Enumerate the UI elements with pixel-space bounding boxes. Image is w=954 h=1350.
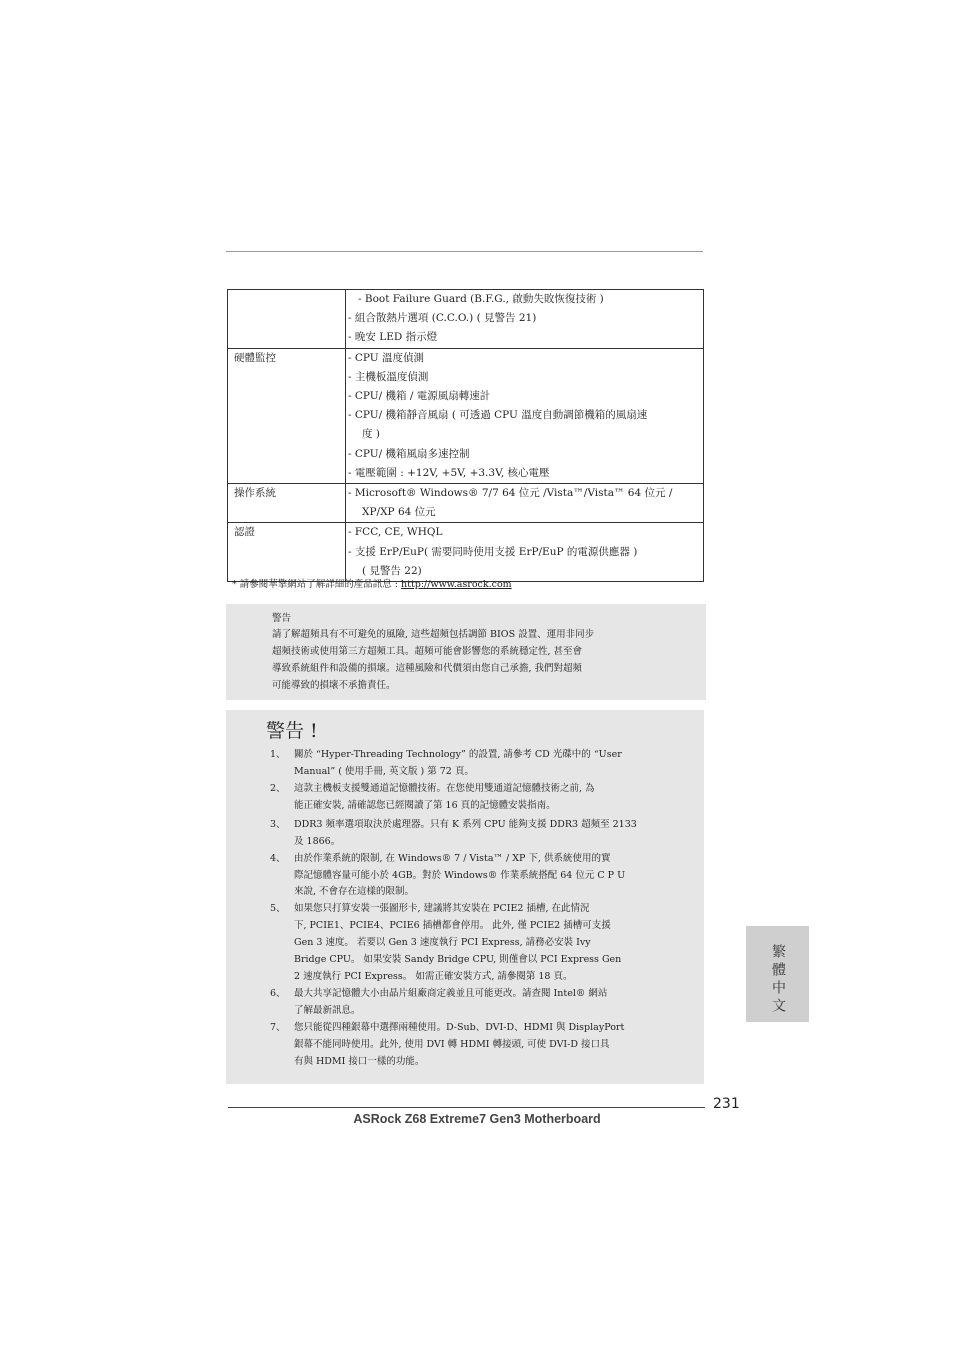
language-tab [746,926,809,1022]
table-line: - Microsoft® Windows® 7/7 64 位元 /Vista™/Vista™ 64 位元 / [348,487,673,500]
item-line: 2 速度執行 PCI Express。 如需正確安裝方式, 請參閱第 18 頁。 [294,971,573,982]
notice-line: 導致系統組件和設備的損壞。這種風險和代價須由您自己承擔, 我們對超頻 [272,663,583,674]
overclock-notice [226,604,706,700]
spec-table [227,289,704,582]
item-number: 7、 [270,1022,286,1033]
item-line: 如果您只打算安裝一張圖形卡, 建議將其安裝在 PCIE2 插槽, 在此情況 [294,903,590,914]
item-line: 能正確安裝, 請確認您已經閱讀了第 16 頁的記憶體安裝指南。 [294,800,556,811]
item-number: 3、 [270,819,286,830]
table-line: - 電壓範圍 : +12V, +5V, +3.3V, 核心電壓 [348,466,550,479]
item-line: 您只能從四種銀幕中選擇兩種使用。D-Sub、DVI-D、HDMI 與 DisplayPort [294,1022,625,1033]
table-value [346,484,704,523]
item-number: 2、 [270,783,286,794]
language-label: 繁體中文 [770,944,786,1016]
item-line: 來說, 不會存在這樣的限制。 [294,886,415,897]
notice-line: 可能導致的損壞不承擔責任。 [272,680,396,691]
item-number: 5、 [270,903,286,914]
item-line: 這款主機板支援雙通道記憶體技術。在您使用雙通道記憶體技術之前, 為 [294,783,595,794]
table-key [228,290,346,349]
table-line: - Boot Failure Guard (B.F.G., 啟動失敗恢復技術 ) [358,293,604,305]
table-line: - FCC, CE, WHQL [348,526,443,539]
item-line: 了解最新訊息。 [294,1005,361,1016]
item-line: 關於 “Hyper-Threading Technology” 的設置, 請參考 CD 光碟中的 “User [294,749,622,760]
page-number: 231 [713,1096,740,1112]
bottom-rule [228,1107,705,1108]
table-line: - 組合散熱片選項 (C.C.O.) ( 見警告 21) [348,312,537,325]
table-line: - 支援 ErP/EuP( 需要同時使用支援 ErP/EuP 的電源供應器 ) [348,545,638,558]
item-line: 銀幕不能同時使用。此外, 使用 DVI 轉 HDMI 轉接頭, 可使 DVI-D 接口具 [294,1039,610,1050]
website-link[interactable]: http://www.asrock.com [401,579,512,590]
table-key: 認證 [228,523,346,582]
warning-box [226,710,704,1084]
notice-title: 警告 [272,613,292,624]
table-line: - CPU 溫度偵測 [348,351,424,364]
footnote-text: * 請參閱華擎網站了解詳細的產品訊息 : [232,579,402,590]
table-line: - 晚安 LED 指示燈 [348,331,438,344]
item-line: DDR3 頻率選項取決於處理器。只有 K 系列 CPU 能夠支援 DDR3 超頻至 2133 [294,819,637,830]
item-line: 有與 HDMI 接口一樣的功能。 [294,1056,425,1067]
table-value [346,290,704,349]
table-row [228,290,704,349]
footer-title: ASRock Z68 Extreme7 Gen3 Motherboard [353,1112,601,1126]
top-rule [226,251,703,252]
item-line: 由於作業系統的限制, 在 Windows® 7 / Vista™ / XP 下, 供系統使用的實 [294,853,611,864]
item-number: 6、 [270,988,286,999]
item-line: 最大共享記憶體大小由晶片組廠商定義並且可能更改。請查閱 Intel® 網站 [294,988,608,999]
table-line: - 主機板溫度偵測 [348,370,429,383]
item-line: Gen 3 速度。 若要以 Gen 3 速度執行 PCI Express, 請務必安裝 Ivy [294,937,591,948]
table-line: XP/XP 64 位元 [362,506,436,519]
item-number: 1、 [270,749,286,760]
table-line: - CPU/ 機箱 / 電源風扇轉速計 [348,390,491,403]
item-line: 下, PCIE1、PCIE4、PCIE6 插槽都會停用。 此外, 僅 PCIE2 插槽可支援 [294,920,611,931]
item-number: 4、 [270,853,286,864]
table-line: - CPU/ 機箱靜音風扇 ( 可透過 CPU 溫度自動調節機箱的風扇速 [348,409,648,422]
table-line: ( 見警告 22) [362,564,422,577]
item-line: Bridge CPU。 如果安裝 Sandy Bridge CPU, 則僅會以 PCI Express Gen [294,954,622,965]
table-key: 硬體監控 [228,348,346,483]
notice-line: 請了解超頻具有不可避免的風險, 這些超頻包括調節 BIOS 設置、運用非同步 [272,629,595,640]
item-line: 際記憶體容量可能小於 4GB。對於 Windows® 作業系統搭配 64 位元 C P U [294,870,626,881]
table-line: 度 ) [362,428,380,441]
table-row [228,523,704,582]
table-value [346,348,704,483]
table-key: 操作系統 [228,484,346,523]
table-line: - CPU/ 機箱風扇多速控制 [348,447,470,460]
table-value [346,523,704,582]
table-row [228,484,704,523]
item-line: 及 1866。 [294,836,341,847]
footnote [232,576,512,590]
table-row [228,348,704,483]
notice-line: 超頻技術或使用第三方超頻工具。超頻可能會影響您的系統穩定性, 甚至會 [272,646,583,657]
warning-heading: 警告 ! [266,720,318,742]
item-line: Manual” ( 使用手冊, 英文版 ) 第 72 頁。 [294,766,474,777]
